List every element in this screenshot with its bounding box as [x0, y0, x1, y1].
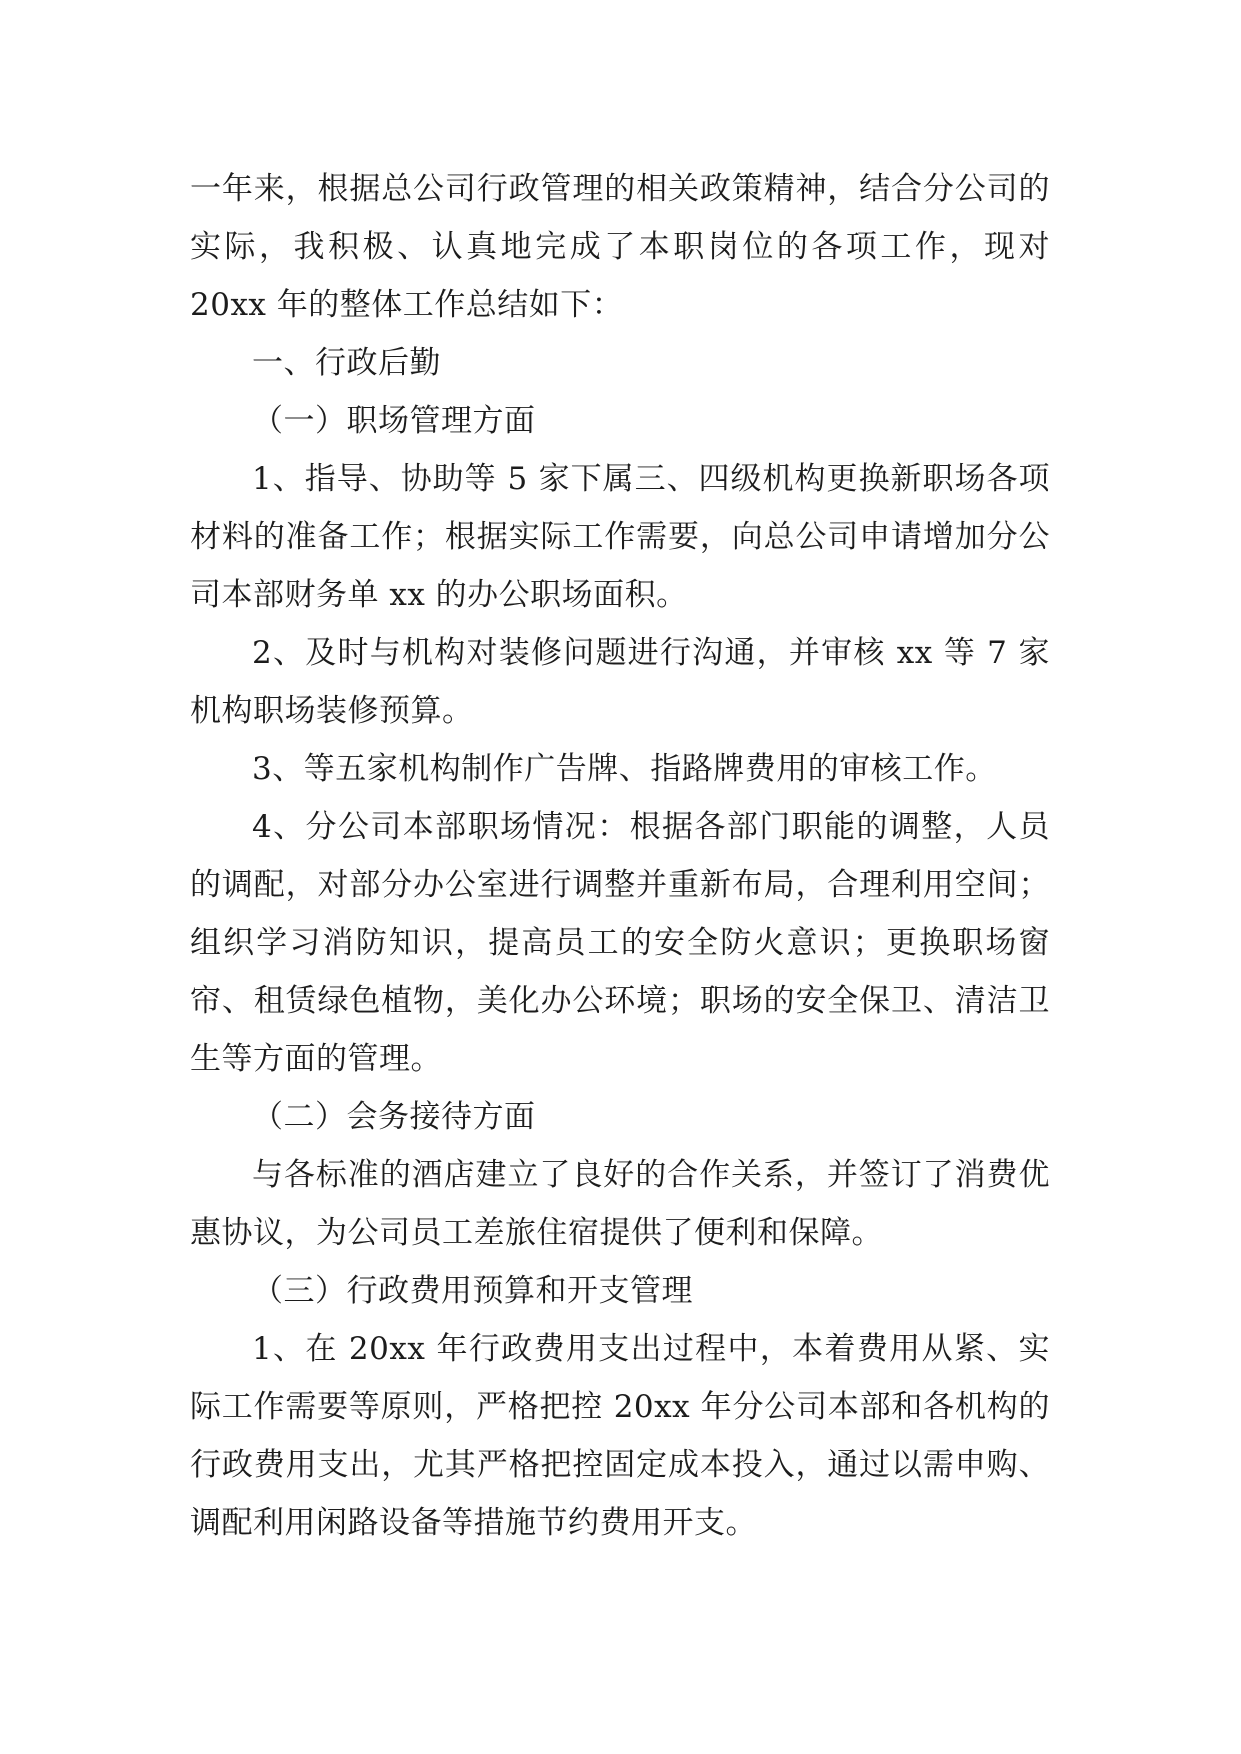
list-item: 1、指导、协助等 5 家下属三、四级机构更换新职场各项材料的准备工作；根据实际工作需要，向总公司申请增加分公司本部财务单 xx 的办公职场面积。	[190, 461, 1050, 613]
list-item: 1、在 20xx 年行政费用支出过程中，本着费用从紧、实际工作需要等原则，严格把控 20xx 年分公司本部和各机构的行政费用支出，尤其严格把控固定成本投入，通过以需申购、调配利用闲路设备等措施节约费用开支。	[190, 1331, 1050, 1541]
list-item: 4、分公司本部职场情况：根据各部门职能的调整，人员的调配，对部分办公室进行调整并重新布局，合理利用空间；组织学习消防知识，提高员工的安全防火意识；更换职场窗帘、租赁绿色植物，美化办公环境；职场的安全保卫、清洁卫生等方面的管理。	[190, 809, 1050, 1077]
list-item: 2、及时与机构对装修问题进行沟通，并审核 xx 等 7 家机构职场装修预算。	[190, 635, 1050, 729]
subsection-heading-conference-reception: （二）会务接待方面	[252, 1099, 536, 1135]
body-paragraph: 与各标准的酒店建立了良好的合作关系，并签订了消费优惠协议，为公司员工差旅住宿提供了便利和保障。	[190, 1157, 1050, 1251]
subsection-heading-expense-budget: （三）行政费用预算和开支管理	[252, 1273, 693, 1309]
subsection-heading-workplace-management: （一）职场管理方面	[252, 403, 536, 439]
list-item: 3、等五家机构制作广告牌、指路牌费用的审核工作。	[252, 751, 997, 787]
intro-paragraph: 一年来，根据总公司行政管理的相关政策精神，结合分公司的实际，我积极、认真地完成了本职岗位的各项工作，现对20xx 年的整体工作总结如下：	[190, 171, 1050, 323]
section-heading-admin-logistics: 一、行政后勤	[252, 345, 441, 381]
document-body	[190, 160, 1050, 1552]
